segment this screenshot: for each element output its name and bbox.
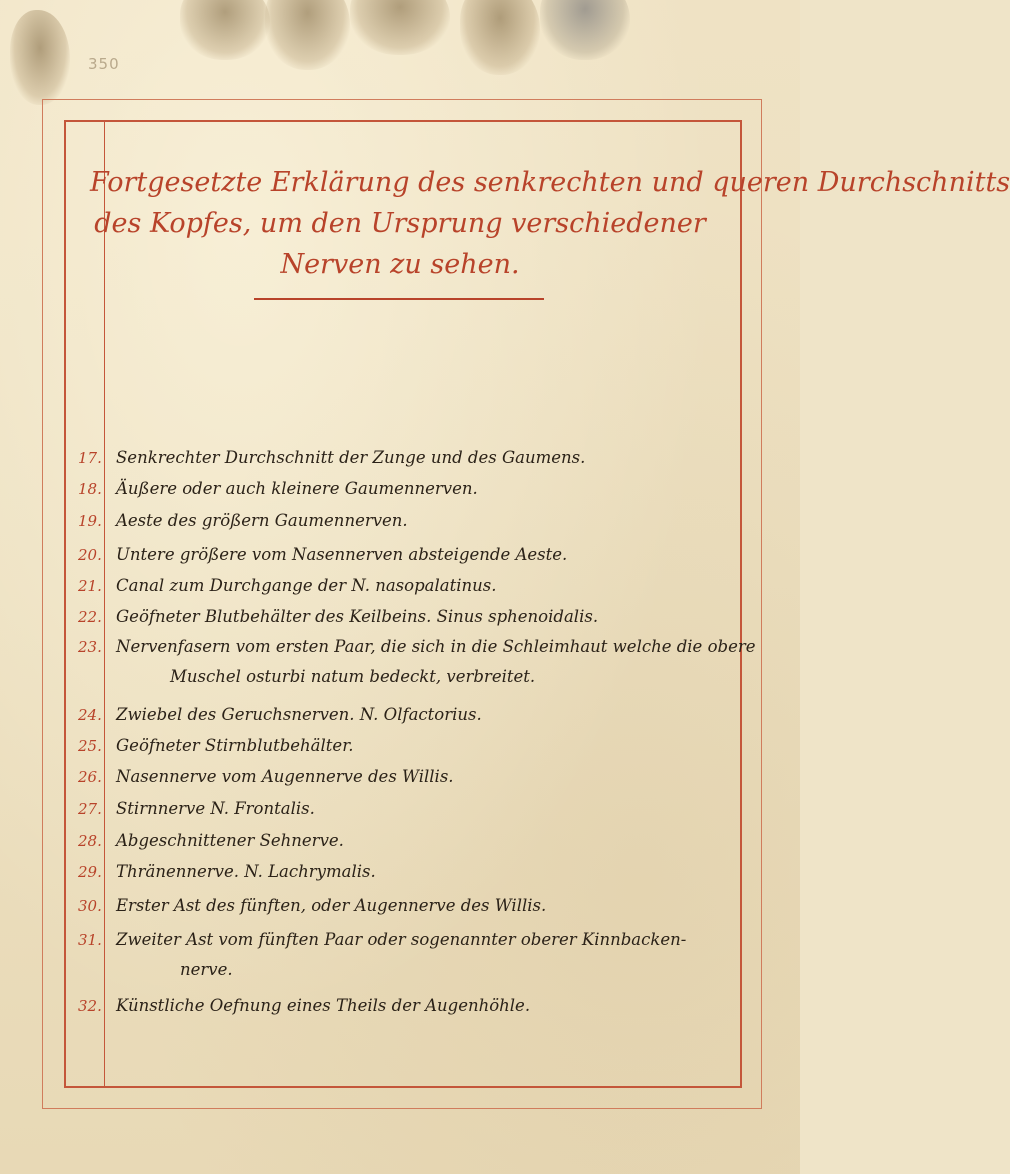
page-title [90,162,1010,285]
entry-text: Thränennerve. N. Lachrymalis. [116,862,376,881]
entry-text: Stirnnerve N. Frontalis. [116,799,315,818]
water-stain [265,0,350,70]
list-item [0,540,740,570]
list-item [0,443,740,473]
entry-number: 31. [78,931,102,949]
entry-number: 30. [78,897,102,915]
entry-number: 26. [78,768,102,786]
entry-number: 29. [78,863,102,881]
entry-number: 27. [78,800,102,818]
title-line: Nerven zu sehen. [280,249,520,280]
water-stain [180,0,270,60]
entry-number: 25. [78,737,102,755]
entry-text: Untere größere vom Nasennerven absteigende Aeste. [116,545,568,564]
entry-text: Geöfneter Blutbehälter des Keilbeins. Sinus sphenoidalis. [116,607,599,626]
entry-number: 22. [78,608,102,626]
list-item [0,925,740,979]
water-stain [350,0,450,55]
entry-text: Erster Ast des fünften, oder Augennerve des Willis. [116,896,547,915]
title-line: des Kopfes, um den Ursprung verschiedener [94,208,706,239]
list-item [0,857,740,887]
entry-text: Geöfneter Stirnblutbehälter. [116,736,354,755]
title-underline [254,298,544,300]
entry-number: 32. [78,997,102,1015]
entry-number: 19. [78,512,102,530]
entry-text: Zwiebel des Geruchsnerven. N. Olfactorius. [116,705,482,724]
water-stain [540,0,630,60]
list-item [0,632,756,686]
water-stain [10,10,70,105]
list-item [0,700,740,730]
entry-text: Canal zum Durchgange der N. nasopalatinus. [116,576,497,595]
entry-continuation: nerve. [180,960,233,979]
entry-text: Zweiter Ast vom fünften Paar oder sogenannter oberer Kinnbacken- [116,930,687,949]
entry-text: Aeste des größern Gaumennerven. [116,511,408,530]
list-item [0,474,740,504]
list-item [0,891,740,921]
entry-number: 18. [78,480,102,498]
list-item [0,826,740,856]
entry-text: Senkrechter Durchschnitt der Zunge und des Gaumens. [116,448,586,467]
water-stain [460,0,540,75]
entry-number: 21. [78,577,102,595]
entry-text: Nasennerve vom Augennerve des Willis. [116,767,454,786]
entry-number: 24. [78,706,102,724]
entry-text: Äußere oder auch kleinere Gaumennerven. [116,479,478,498]
entry-number: 23. [78,638,102,656]
entry-number: 17. [78,449,102,467]
entry-number: 28. [78,832,102,850]
list-item [0,731,740,761]
list-item [0,506,740,536]
list-item [0,991,740,1021]
list-item [0,762,740,792]
title-line: Fortgesetzte Erklärung des senkrechten und queren Durchschnitts [90,167,1010,198]
list-item [0,794,740,824]
entry-continuation: Muschel osturbi natum bedeckt, verbreitet. [170,667,536,686]
list-item [0,571,740,601]
folio-number: 350 [88,55,120,73]
list-item [0,602,740,632]
entry-text: Abgeschnittener Sehnerve. [116,831,344,850]
entry-text: Nervenfasern vom ersten Paar, die sich in die Schleimhaut welche die obere [116,637,756,656]
entry-text: Künstliche Oefnung eines Theils der Augenhöhle. [116,996,531,1015]
entry-number: 20. [78,546,102,564]
